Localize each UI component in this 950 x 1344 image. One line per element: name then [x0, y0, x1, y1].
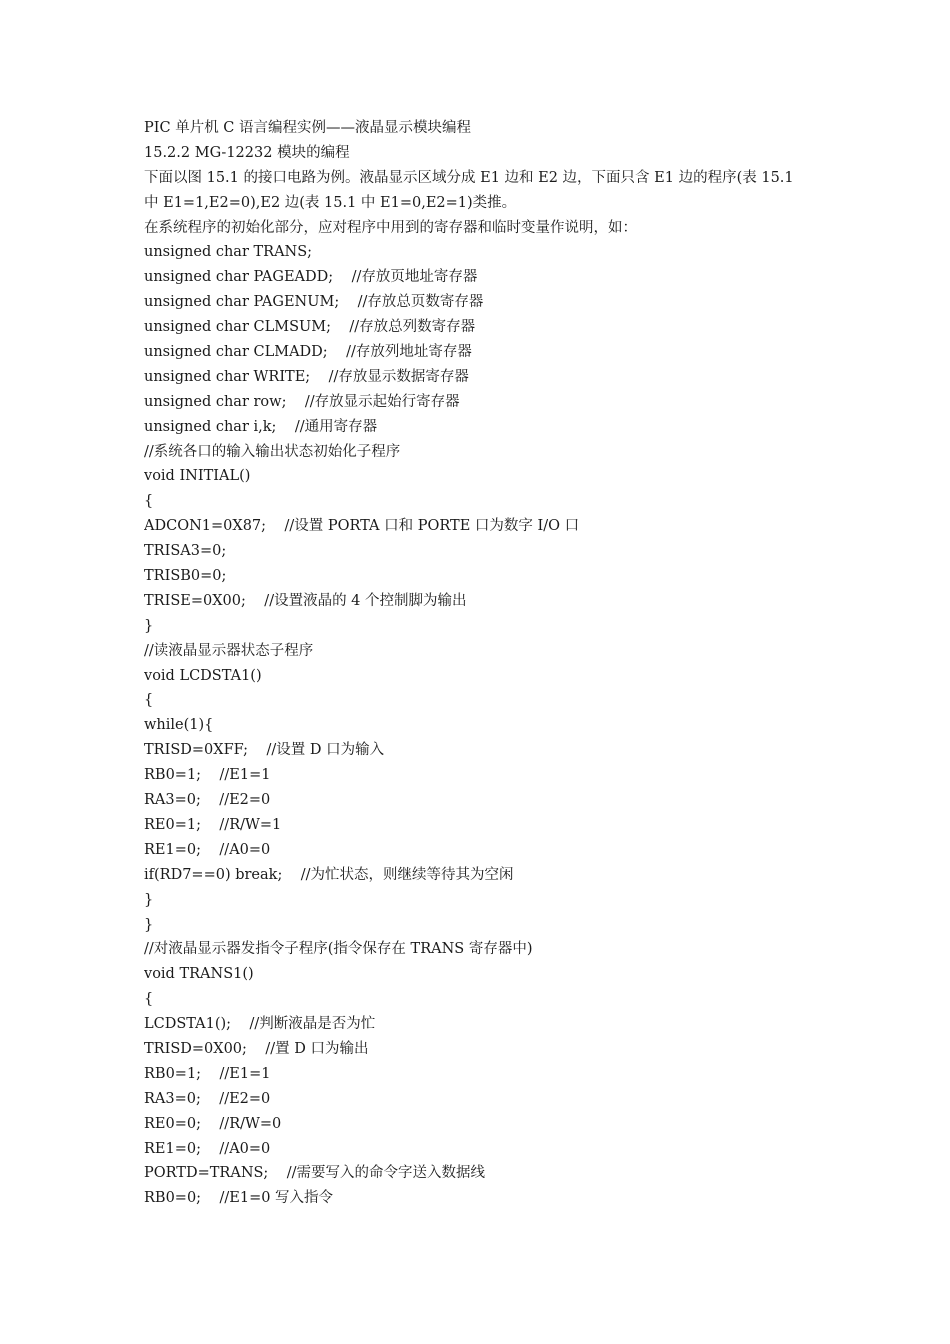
- text-line: unsigned char WRITE; //存放显示数据寄存器: [144, 368, 469, 385]
- text-line: while(1){: [144, 717, 214, 734]
- text-line: void INITIAL(): [144, 468, 251, 485]
- text-line: //对液晶显示器发指令子程序(指令保存在 TRANS 寄存器中): [144, 941, 533, 958]
- text-line: RB0=1; //E1=1: [144, 1065, 271, 1082]
- text-line: 下面以图 15.1 的接口电路为例。液晶显示区域分成 E1 边和 E2 边，下面只含 E1 边的程序(表 15.1: [144, 169, 794, 186]
- text-line: RE0=0; //R/W=0: [144, 1115, 282, 1132]
- text-line: PORTD=TRANS; //需要写入的命令字送入数据线: [144, 1165, 486, 1182]
- text-line: void LCDSTA1(): [144, 667, 262, 684]
- document-body: [144, 116, 814, 1211]
- text-line: if(RD7==0) break; //为忙状态，则继续等待其为空闲: [144, 866, 514, 883]
- text-line: TRISE=0X00; //设置液晶的 4 个控制脚为输出: [144, 592, 467, 609]
- text-line: {: [144, 991, 154, 1008]
- text-line: }: [144, 617, 154, 634]
- text-line: RE1=0; //A0=0: [144, 1140, 271, 1157]
- text-line: unsigned char i,k; //通用寄存器: [144, 418, 378, 435]
- text-line: }: [144, 916, 154, 933]
- text-line: ADCON1=0X87; //设置 PORTA 口和 PORTE 口为数字 I/O 口: [144, 518, 580, 535]
- text-line: RA3=0; //E2=0: [144, 792, 271, 809]
- text-line: RE1=0; //A0=0: [144, 841, 271, 858]
- text-line: unsigned char TRANS;: [144, 244, 313, 261]
- text-line: RB0=1; //E1=1: [144, 767, 271, 784]
- text-line: PIC 单片机 C 语言编程实例——液晶显示模块编程: [144, 120, 471, 136]
- text-line: unsigned char CLMSUM; //存放总列数寄存器: [144, 319, 476, 336]
- text-line: {: [144, 692, 154, 709]
- text-line: unsigned char row; //存放显示起始行寄存器: [144, 393, 460, 410]
- text-line: }: [144, 891, 154, 908]
- text-line: 15.2.2 MG-12232 模块的编程: [144, 144, 350, 161]
- text-line: TRISB0=0;: [144, 568, 227, 585]
- text-line: TRISD=0X00; //置 D 口为输出: [144, 1040, 369, 1057]
- text-line: TRISD=0XFF; //设置 D 口为输入: [144, 742, 385, 759]
- text-line: 中 E1=1,E2=0),E2 边(表 15.1 中 E1=0,E2=1)类推。: [144, 194, 517, 211]
- text-line: TRISA3=0;: [144, 543, 227, 560]
- text-line: RE0=1; //R/W=1: [144, 816, 282, 833]
- text-line: unsigned char PAGENUM; //存放总页数寄存器: [144, 294, 484, 311]
- text-line: RA3=0; //E2=0: [144, 1090, 271, 1107]
- text-line: {: [144, 493, 154, 510]
- text-line: LCDSTA1(); //判断液晶是否为忙: [144, 1016, 376, 1033]
- text-line: unsigned char CLMADD; //存放列地址寄存器: [144, 344, 472, 361]
- text-line: //读液晶显示器状态子程序: [144, 642, 314, 659]
- text-line: //系统各口的输入输出状态初始化子程序: [144, 443, 401, 460]
- text-line: unsigned char PAGEADD; //存放页地址寄存器: [144, 269, 478, 286]
- text-line: void TRANS1(): [144, 966, 254, 983]
- text-line: 在系统程序的初始化部分，应对程序中用到的寄存器和临时变量作说明，如：: [144, 219, 637, 236]
- text-line: RB0=0; //E1=0 写入指令: [144, 1190, 334, 1207]
